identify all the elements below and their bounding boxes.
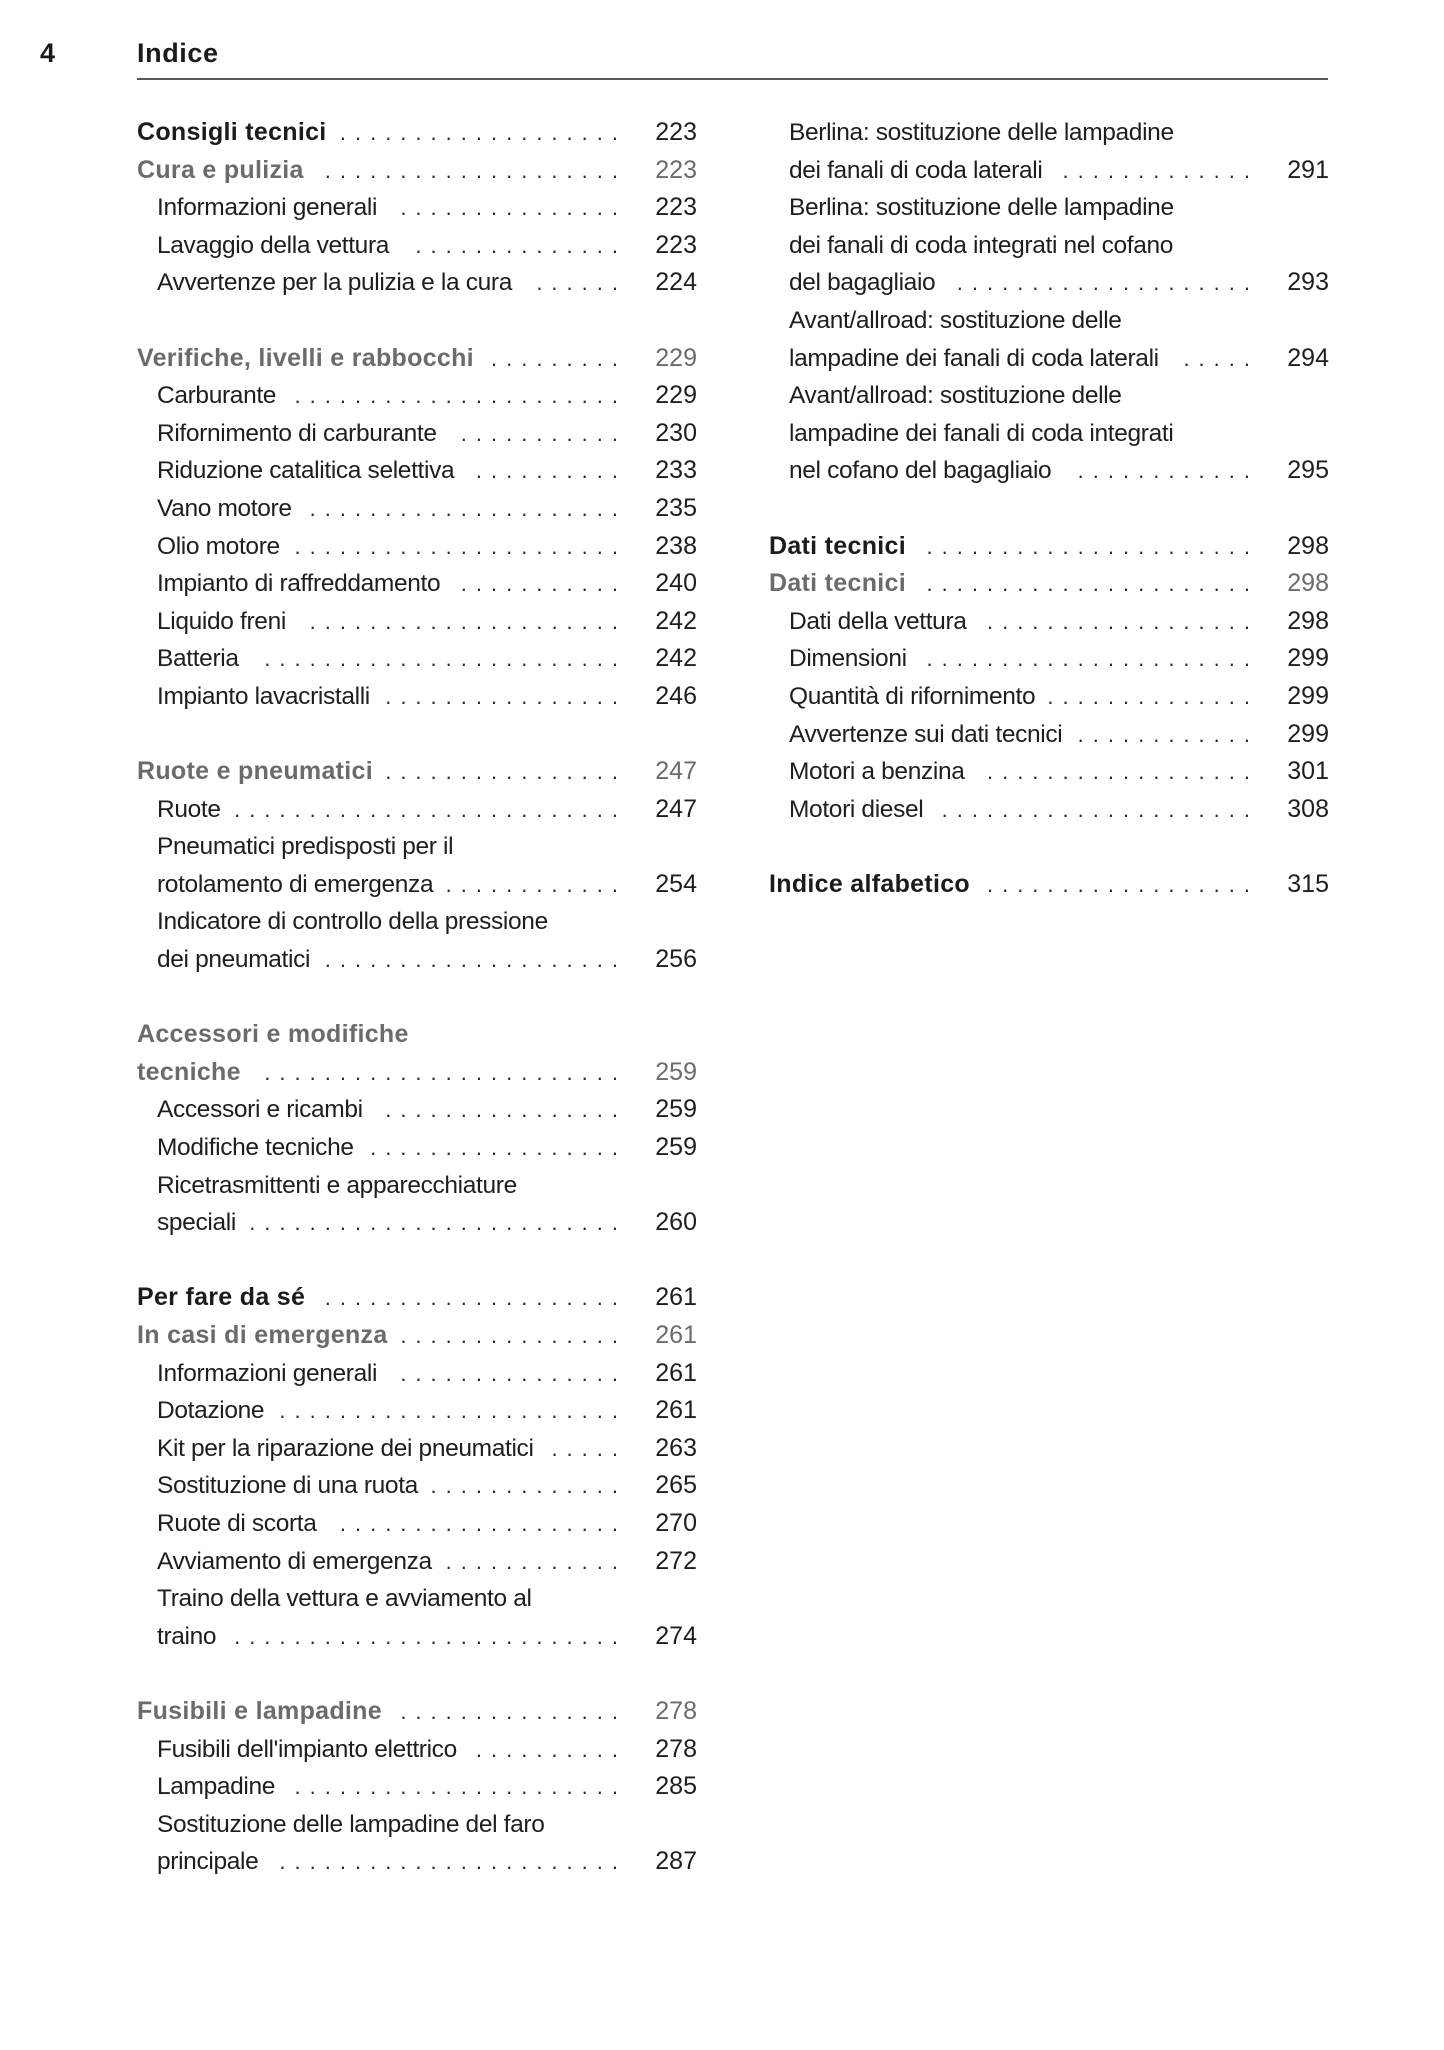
toc-column-right [769, 114, 1329, 903]
toc-entry-title[interactable]: Carburante [157, 382, 277, 410]
toc-entry[interactable] [137, 1543, 697, 1581]
toc-page-number[interactable]: 263 [655, 1433, 697, 1462]
toc-entry-title[interactable]: Dati tecnici [769, 531, 906, 560]
toc-entry-title[interactable]: Impianto lavacristalli [157, 682, 370, 710]
toc-section[interactable] [137, 753, 697, 791]
toc-entry-title[interactable]: Verifiche, livelli e rabbocchi [137, 343, 474, 372]
toc-line [137, 1580, 697, 1618]
dot-leader: ........................ [264, 1059, 627, 1085]
toc-line [137, 452, 697, 490]
toc-entry-title[interactable]: Informazioni generali [157, 1359, 378, 1387]
toc-page-number[interactable]: 301 [1287, 757, 1329, 786]
toc-line [769, 264, 1329, 302]
toc-page-number[interactable]: 265 [655, 1471, 697, 1500]
toc-line [769, 114, 1329, 152]
toc-entry-title[interactable]: Berlina: sostituzione delle lampadine [789, 194, 1174, 222]
toc-page-number[interactable]: 261 [655, 1358, 697, 1387]
toc-entry-title[interactable]: Motori diesel [789, 795, 924, 823]
toc-entry-title[interactable]: Per fare da sé [137, 1283, 306, 1312]
toc-entry-title[interactable]: Ruote e pneumatici [137, 757, 373, 786]
toc-entry-title[interactable]: Sostituzione di una ruota [157, 1472, 418, 1500]
toc-page-number[interactable]: 261 [655, 1321, 697, 1349]
dot-leader: ...................... [294, 1774, 627, 1800]
dot-leader: ....................... [279, 1398, 627, 1424]
toc-entry-title[interactable]: Avvertenze sui dati tecnici [789, 720, 1063, 748]
toc-line [769, 791, 1329, 829]
toc-page-number[interactable]: 242 [655, 606, 697, 635]
toc-entry-title[interactable]: Indice alfabetico [769, 869, 970, 898]
toc-line [769, 415, 1329, 453]
toc-page-number[interactable]: 224 [655, 268, 697, 297]
toc-entry-title[interactable]: Berlina: sostituzione delle lampadine [789, 119, 1174, 146]
toc-line [137, 1016, 697, 1054]
toc-line [769, 377, 1329, 415]
toc-column-left [137, 114, 697, 1881]
toc-chapter[interactable] [137, 114, 697, 152]
toc-entry-title[interactable]: Accessori e ricambi [157, 1096, 363, 1124]
toc-page-number[interactable]: 223 [655, 155, 697, 184]
page-number: 4 [40, 38, 56, 68]
toc-page-number[interactable]: 259 [655, 1095, 697, 1124]
toc-line [137, 1167, 697, 1205]
toc-line [137, 1054, 697, 1092]
toc-entry[interactable] [137, 1091, 697, 1129]
toc-page-number[interactable]: 285 [655, 1772, 697, 1801]
dot-leader: ............... [400, 1323, 627, 1348]
dot-leader: ..... [1183, 345, 1259, 371]
toc-line [769, 340, 1329, 378]
toc-page-number[interactable]: 261 [655, 1283, 697, 1312]
toc-entry[interactable] [137, 1806, 697, 1881]
dot-leader: .................. [986, 871, 1259, 897]
toc-entry[interactable] [137, 1167, 697, 1242]
toc-entry[interactable] [137, 452, 697, 490]
toc-entry[interactable] [137, 528, 697, 566]
dot-leader: .......... [475, 1736, 627, 1762]
toc-line [137, 1505, 697, 1543]
toc-page-number[interactable]: 294 [1287, 343, 1329, 372]
toc-page-number[interactable]: 247 [655, 757, 697, 786]
toc-line [137, 1204, 697, 1242]
toc-chapter[interactable] [769, 528, 1329, 566]
toc-entry-title[interactable]: Dati della vettura [789, 607, 967, 635]
toc-line [769, 603, 1329, 641]
toc-page-number[interactable]: 272 [655, 1546, 697, 1575]
toc-line [137, 1543, 697, 1581]
toc-entry-title[interactable]: Traino della vettura e avviamento al [157, 1585, 532, 1613]
dot-leader: ...................... [294, 533, 627, 559]
toc-entry[interactable] [769, 302, 1329, 377]
toc-section[interactable] [137, 1317, 697, 1355]
toc-entry[interactable] [137, 1392, 697, 1430]
toc-entry-title[interactable]: Pneumatici predisposti per il [157, 833, 454, 861]
dot-leader: .......................... [234, 1623, 627, 1649]
toc-entry[interactable] [137, 1355, 697, 1393]
toc-page-number[interactable]: 295 [1287, 456, 1329, 485]
dot-leader: .............. [1047, 683, 1259, 709]
toc-page-number[interactable]: 229 [655, 343, 697, 372]
dot-leader: ........... [460, 571, 627, 597]
toc-line [769, 640, 1329, 678]
toc-entry-title[interactable]: Motori a benzina [789, 758, 965, 786]
toc-entry[interactable] [137, 377, 697, 415]
toc-line [137, 640, 697, 678]
toc-line [769, 753, 1329, 791]
toc-line [137, 340, 697, 378]
toc-entry-title[interactable]: dei fanali di coda laterali [789, 156, 1043, 184]
toc-entry[interactable] [137, 1430, 697, 1468]
toc-line [137, 1731, 697, 1769]
toc-entry-title[interactable]: dei fanali di coda integrati nel cofano [789, 231, 1174, 259]
toc-entry[interactable] [769, 716, 1329, 754]
toc-entry-title[interactable]: Fusibili dell'impianto elettrico [157, 1735, 457, 1763]
dot-leader: ......... [490, 345, 627, 371]
toc-line [769, 565, 1329, 603]
toc-entry-title[interactable]: Modifiche tecniche [157, 1134, 354, 1162]
dot-leader: ................ [385, 1097, 627, 1123]
dot-leader: ...... [536, 270, 627, 296]
toc-line [137, 1355, 697, 1393]
toc-line [769, 302, 1329, 340]
toc-page-number[interactable]: 298 [1287, 569, 1329, 598]
dot-leader: .......... [475, 458, 627, 484]
toc-entry-title[interactable]: speciali [157, 1209, 236, 1237]
dot-leader: ..................... [309, 608, 627, 634]
toc-entry-title[interactable]: Olio motore [157, 532, 280, 560]
dot-leader: ............ [445, 871, 627, 897]
toc-entry[interactable] [137, 1129, 697, 1167]
toc-entry[interactable] [137, 640, 697, 678]
dot-leader: ..................... [309, 495, 627, 521]
toc-line [137, 678, 697, 716]
toc-entry[interactable] [137, 264, 697, 302]
toc-page-number[interactable]: 259 [655, 1133, 697, 1162]
toc-entry-title[interactable]: Avant/allroad: sostituzione delle [789, 306, 1122, 334]
toc-chapter[interactable] [769, 866, 1329, 904]
dot-leader: .................... [956, 270, 1259, 296]
toc-page-number[interactable]: 260 [655, 1208, 697, 1237]
dot-leader: ........... [460, 420, 627, 446]
section-spacer [137, 1242, 697, 1280]
toc-entry-title[interactable]: Lampadine [157, 1773, 276, 1801]
toc-entry-title[interactable]: Avvertenze per la pulizia e la cura [157, 269, 512, 297]
toc-entry-title[interactable]: Dotazione [157, 1397, 265, 1425]
toc-line [137, 1430, 697, 1468]
toc-line [137, 1618, 697, 1656]
toc-line [137, 227, 697, 265]
toc-entry-title[interactable]: Indicatore di controllo della pressione [157, 908, 548, 936]
toc-entry-title[interactable]: Avant/allroad: sostituzione delle [789, 382, 1122, 410]
dot-leader: ................... [339, 120, 627, 145]
toc-entry-title[interactable]: Sostituzione delle lampadine del faro [157, 1810, 545, 1838]
dot-leader: ............. [430, 1473, 627, 1499]
dot-leader: ............. [1062, 157, 1259, 183]
dot-leader: .......................... [234, 796, 627, 822]
toc-line [137, 1693, 697, 1731]
toc-page-number[interactable]: 261 [655, 1396, 697, 1425]
toc-page-number[interactable]: 223 [655, 193, 697, 222]
dot-leader: ......................... [249, 1210, 627, 1236]
toc-entry-title[interactable]: rotolamento di emergenza [157, 870, 434, 898]
toc-line [769, 152, 1329, 190]
toc-entry[interactable] [769, 753, 1329, 791]
toc-chapter[interactable] [137, 1279, 697, 1317]
toc-page-number[interactable]: 223 [655, 118, 697, 146]
dot-leader: .................. [986, 759, 1259, 785]
section-spacer [769, 490, 1329, 528]
toc-page-number[interactable]: 298 [1287, 606, 1329, 635]
section-spacer [137, 1655, 697, 1693]
toc-entry-title[interactable]: principale [157, 1848, 259, 1876]
dot-leader: ............... [400, 1698, 627, 1724]
toc-section[interactable] [137, 1016, 697, 1091]
section-spacer [137, 716, 697, 754]
dot-leader: ............... [400, 195, 627, 221]
dot-leader: ................ [385, 683, 627, 709]
toc-entry[interactable] [137, 1467, 697, 1505]
toc-entry[interactable] [769, 377, 1329, 490]
toc-section[interactable] [137, 152, 697, 190]
toc-entry-title[interactable]: lampadine dei fanali di coda integrati [789, 419, 1174, 447]
toc-entry-title[interactable]: Liquido freni [157, 607, 286, 635]
dot-leader: ................ [385, 759, 627, 785]
toc-entry-title[interactable]: dei pneumatici [157, 946, 311, 974]
toc-line [137, 528, 697, 566]
toc-line [137, 1091, 697, 1129]
toc-entry-title[interactable]: Rifornimento di carburante [157, 419, 437, 447]
toc-line [137, 603, 697, 641]
toc-entry[interactable] [137, 791, 697, 829]
toc-entry[interactable] [137, 1731, 697, 1769]
toc-page-number[interactable]: 247 [655, 794, 697, 823]
toc-page-number[interactable]: 233 [655, 456, 697, 485]
dot-leader: ...................... [294, 383, 627, 409]
dot-leader: ................. [370, 1135, 627, 1161]
toc-entry[interactable] [769, 189, 1329, 302]
toc-line [769, 716, 1329, 754]
toc-page-number[interactable]: 259 [655, 1057, 697, 1086]
toc-entry[interactable] [137, 227, 697, 265]
toc-page-number[interactable]: 235 [655, 493, 697, 522]
dot-leader: ...................... [926, 571, 1259, 597]
section-spacer [137, 979, 697, 1017]
toc-entry-title[interactable]: nel cofano del bagagliaio [789, 457, 1052, 485]
toc-page-number[interactable]: 256 [655, 945, 697, 974]
toc-entry-title[interactable]: Accessori e modifiche [137, 1020, 409, 1049]
toc-line [137, 1806, 697, 1844]
toc-section[interactable] [137, 340, 697, 378]
toc-page-number[interactable]: 246 [655, 681, 697, 710]
toc-line [769, 227, 1329, 265]
toc-page-number[interactable]: 308 [1287, 794, 1329, 823]
toc-page-number[interactable]: 291 [1287, 155, 1329, 184]
page-title: Indice [137, 38, 219, 68]
toc-line [769, 452, 1329, 490]
toc-page-number[interactable]: 278 [655, 1696, 697, 1725]
toc-entry-title[interactable]: Consigli tecnici [137, 118, 327, 146]
toc-line [137, 753, 697, 791]
toc-line [137, 1317, 697, 1355]
toc-line [137, 1768, 697, 1806]
toc-line [137, 903, 697, 941]
toc-line [137, 565, 697, 603]
toc-entry-title[interactable]: Ricetrasmittenti e apparecchiature [157, 1171, 517, 1199]
toc-page-number[interactable]: 223 [655, 230, 697, 259]
toc-entry[interactable] [137, 415, 697, 453]
toc-entry-title[interactable]: Dati tecnici [769, 569, 906, 598]
toc-entry-title[interactable]: del bagagliaio [789, 269, 936, 297]
dot-leader: .............. [415, 232, 627, 258]
toc-page-number[interactable]: 299 [1287, 719, 1329, 748]
dot-leader: ............... [400, 1360, 627, 1386]
dot-leader: .................... [324, 947, 627, 973]
toc-page-number[interactable]: 242 [655, 644, 697, 673]
toc-entry[interactable] [137, 903, 697, 978]
toc-entry-title[interactable]: Impianto di raffreddamento [157, 570, 441, 598]
toc-line [137, 828, 697, 866]
dot-leader: .................... [324, 1285, 627, 1311]
toc-section[interactable] [137, 1693, 697, 1731]
toc-line [137, 1129, 697, 1167]
toc-page-number[interactable]: 315 [1287, 869, 1329, 898]
toc-page-number[interactable]: 238 [655, 531, 697, 560]
toc-entry[interactable] [137, 1580, 697, 1655]
toc-entry-title[interactable]: Cura e pulizia [137, 155, 304, 184]
dot-leader: ............ [445, 1548, 627, 1574]
toc-line [137, 1467, 697, 1505]
toc-line [137, 264, 697, 302]
toc-page-number[interactable]: 240 [655, 569, 697, 598]
toc-section[interactable] [769, 565, 1329, 603]
toc-entry[interactable] [769, 678, 1329, 716]
toc-entry-title[interactable]: tecniche [137, 1057, 241, 1086]
toc-entry-title[interactable]: lampadine dei fanali di coda laterali [789, 344, 1159, 372]
toc-line [137, 1392, 697, 1430]
header-rule [137, 78, 1328, 80]
dot-leader: ................... [339, 1510, 627, 1536]
toc-page-number[interactable]: 274 [655, 1621, 697, 1650]
dot-leader: ....................... [279, 1849, 627, 1875]
dot-leader: ...................... [926, 533, 1259, 559]
toc-page-number[interactable]: 293 [1287, 268, 1329, 297]
toc-line [137, 1279, 697, 1317]
toc-page-number[interactable]: 229 [655, 381, 697, 410]
toc-entry-title[interactable]: Batteria [157, 645, 239, 673]
toc-line [137, 1843, 697, 1881]
toc-entry-title[interactable]: Quantità di rifornimento [789, 682, 1036, 710]
toc-entry[interactable] [137, 603, 697, 641]
dot-leader: .................... [324, 157, 627, 183]
toc-page-number[interactable]: 299 [1287, 681, 1329, 710]
toc-entry-title[interactable]: Lavaggio della vettura [157, 231, 390, 259]
toc-entry[interactable] [137, 678, 697, 716]
toc-line [137, 377, 697, 415]
dot-leader: ............ [1077, 721, 1259, 747]
toc-line [137, 791, 697, 829]
toc-entry-title[interactable]: Kit per la riparazione dei pneumatici [157, 1434, 534, 1462]
toc-line [769, 189, 1329, 227]
toc-page-number[interactable]: 230 [655, 418, 697, 447]
toc-entry-title[interactable]: Ruote [157, 795, 221, 823]
section-spacer [769, 828, 1329, 866]
toc-entry[interactable] [137, 1505, 697, 1543]
toc-entry-title[interactable]: Ruote di scorta [157, 1509, 317, 1537]
toc-line [137, 866, 697, 904]
toc-entry[interactable] [769, 640, 1329, 678]
toc-entry[interactable] [137, 490, 697, 528]
toc-line [137, 415, 697, 453]
toc-line [769, 866, 1329, 904]
section-spacer [137, 302, 697, 340]
toc-entry[interactable] [769, 603, 1329, 641]
toc-page-number[interactable]: 270 [655, 1508, 697, 1537]
toc-entry[interactable] [137, 1768, 697, 1806]
toc-page-number[interactable]: 278 [655, 1734, 697, 1763]
dot-leader: .................. [986, 608, 1259, 634]
toc-page-number[interactable]: 254 [655, 869, 697, 898]
toc-line [769, 678, 1329, 716]
toc-entry-title[interactable]: Informazioni generali [157, 194, 378, 222]
toc-line [137, 152, 697, 190]
toc-entry-title[interactable]: Avviamento di emergenza [157, 1547, 432, 1575]
toc-line [137, 941, 697, 979]
toc-line [769, 528, 1329, 566]
toc-entry[interactable] [137, 828, 697, 903]
toc-entry[interactable] [769, 791, 1329, 829]
dot-leader: ............ [1077, 458, 1259, 484]
toc-entry[interactable] [769, 114, 1329, 189]
toc-line [137, 490, 697, 528]
toc-entry-title[interactable]: In casi di emergenza [137, 1321, 388, 1349]
toc-line [137, 189, 697, 227]
dot-leader: ..................... [941, 796, 1259, 822]
toc-entry-title[interactable]: Vano motore [157, 494, 292, 522]
toc-entry[interactable] [137, 565, 697, 603]
toc-entry-title[interactable]: traino [157, 1622, 217, 1650]
toc-page-number[interactable]: 287 [655, 1847, 697, 1876]
toc-entry-title[interactable]: Fusibili e lampadine [137, 1696, 382, 1725]
dot-leader: ...................... [926, 646, 1259, 672]
toc-entry-title[interactable]: Dimensioni [789, 645, 907, 673]
toc-page-number[interactable]: 298 [1287, 531, 1329, 560]
toc-entry[interactable] [137, 189, 697, 227]
dot-leader: ..... [551, 1435, 627, 1461]
toc-entry-title[interactable]: Riduzione catalitica selettiva [157, 457, 455, 485]
toc-line [137, 114, 697, 152]
toc-page-number[interactable]: 299 [1287, 644, 1329, 673]
dot-leader: ........................ [264, 646, 627, 672]
